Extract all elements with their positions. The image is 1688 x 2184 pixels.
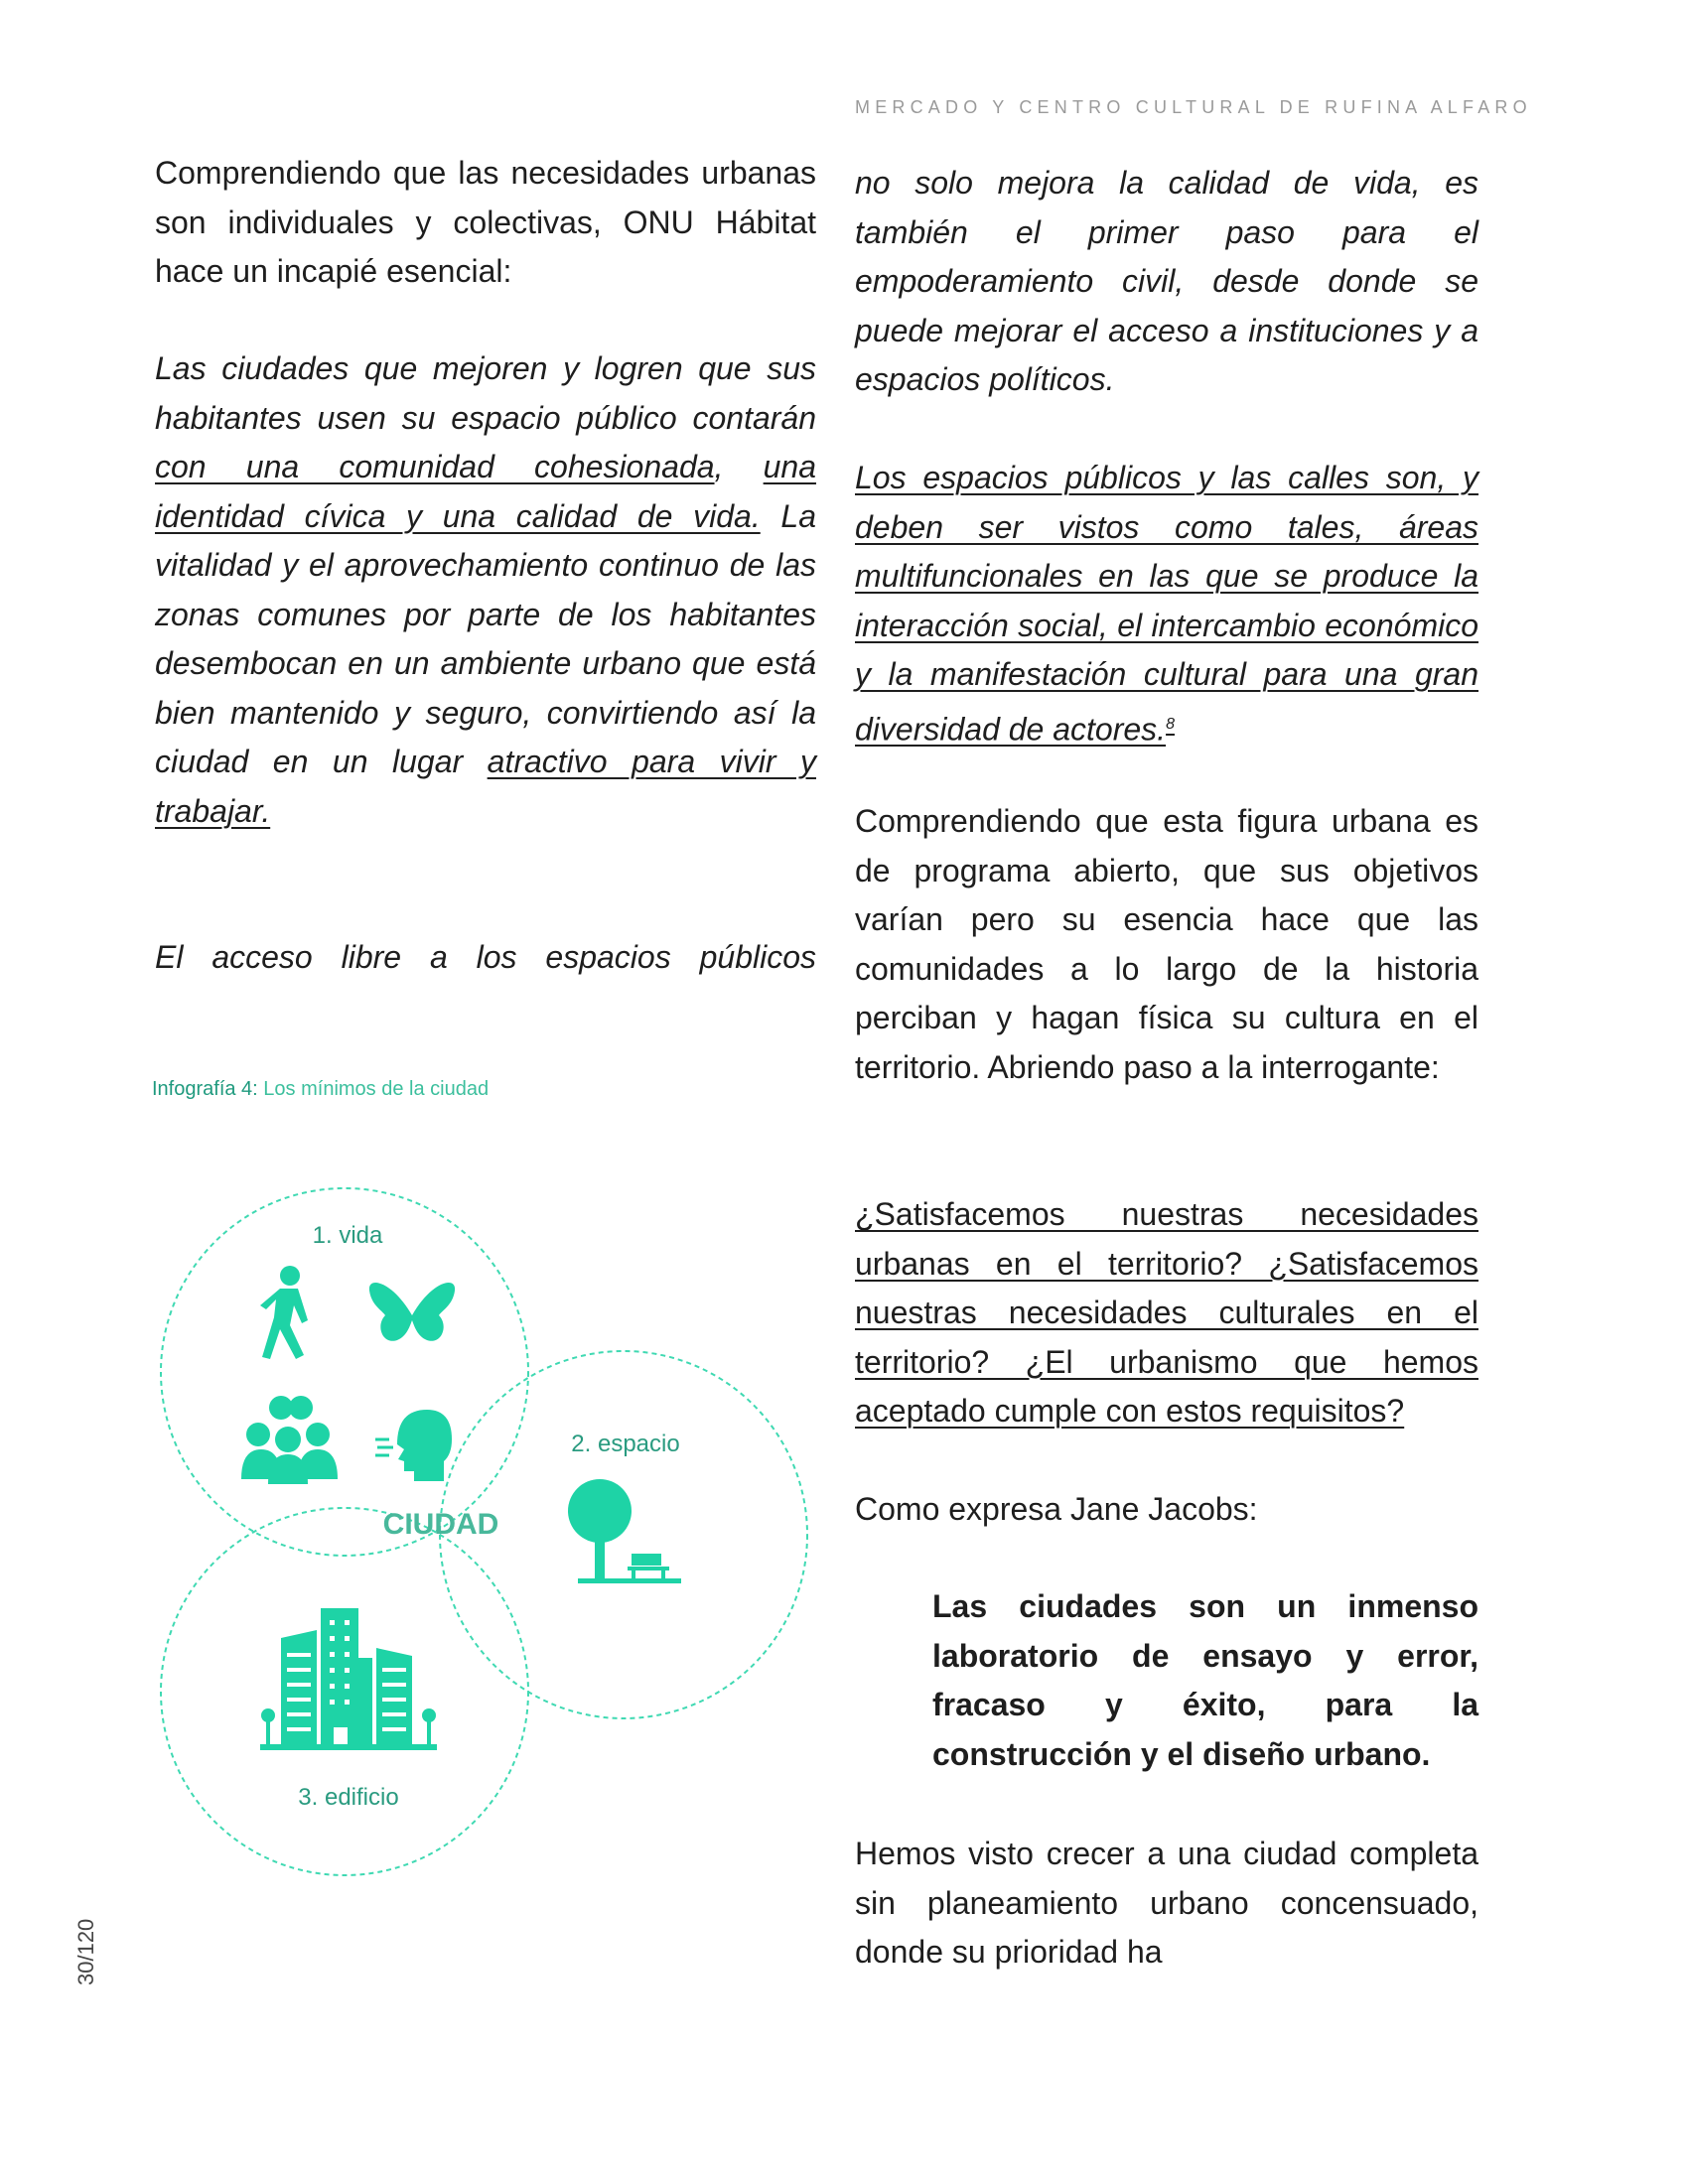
right-paragraph-2	[855, 454, 1478, 754]
running-header: MERCADO Y CENTRO CULTURAL DE RUFINA ALFARO	[855, 97, 1532, 117]
underlined-text: atractivo para vivir y trabajar.	[155, 744, 816, 829]
right-paragraph-3: Comprendiendo que esta figura urbana es de programa abierto, que sus objetivos varían pero su esencia hace que las comunidades a lo largo de la historia perciban y hagan física su cultura en el territorio. Abriendo paso a la interrogante:	[855, 803, 1478, 1085]
page-number: 30/120	[73, 1918, 98, 1985]
text: ,	[714, 449, 764, 484]
right-paragraph-5: Como expresa Jane Jacobs:	[855, 1491, 1258, 1527]
caption-text: Los mínimos de la ciudad	[257, 1078, 490, 1100]
label-espacio: 2. espacio	[571, 1431, 680, 1457]
label-edificio: 3. edificio	[298, 1784, 399, 1811]
walking-person-icon	[260, 1266, 308, 1359]
label-vida: 1. vida	[312, 1222, 383, 1249]
city-buildings-icon	[260, 1608, 437, 1750]
left-paragraph-3: El acceso libre a los espacios públicos	[155, 939, 816, 975]
text: Las ciudades que mejoren y logren que sus habitantes usen su espacio público contarán	[155, 350, 816, 436]
group-of-people-icon	[241, 1396, 338, 1484]
footnote-marker[interactable]: 8	[1166, 715, 1175, 733]
underlined-text: una identidad cívica y una calidad de vida.	[155, 449, 817, 534]
right-paragraph-6: Hemos visto crecer a una ciudad completa sin planeamiento urbano concensuado, donde su prioridad ha	[855, 1836, 1478, 1970]
caption-label: Infografía 4:	[152, 1078, 258, 1100]
underlined-text: Los espacios públicos y las calles son, y deben ser vistos como tales, áreas multifuncionales en las que se produce la interacción social, el intercambio económico y la manifestación cultural para una gran diversidad de actores.	[855, 460, 1478, 748]
left-paragraph-1: Comprendiendo que las necesidades urbanas son individuales y colectivas, ONU Hábitat hace un incapié esencial:	[155, 155, 816, 289]
butterfly-icon	[369, 1283, 455, 1341]
right-paragraph-4	[855, 1190, 1478, 1436]
tree-and-bench-icon	[568, 1479, 681, 1583]
right-paragraph-1: no solo mejora la calidad de vida, es también el primer paso para el empoderamiento civil, desde donde se puede mejorar el acceso a instituciones y a espacios políticos.	[855, 165, 1478, 397]
block-quote: Las ciudades son un inmenso laboratorio de ensayo y error, fracaso y éxito, para la construcción y el diseño urbano.	[932, 1588, 1478, 1772]
underlined-text: con una comunidad cohesionada	[155, 449, 715, 484]
text: La vitalidad y el aprovechamiento continuo de las zonas comunes por parte de los habitantes desembocan en un ambiente urbano que está bien mantenido y seguro, convirtiendo así la ciudad en un lugar	[155, 497, 817, 779]
breathing-head-icon	[375, 1410, 452, 1481]
label-ciudad: CIUDAD	[382, 1508, 499, 1541]
underlined-questions: ¿Satisfacemos nuestras necesidades urbanas en el territorio? ¿Satisfacemos nuestras necesidades culturales en el territorio? ¿El urbanismo que hemos aceptado cumple con estos requisitos?	[855, 1196, 1478, 1429]
